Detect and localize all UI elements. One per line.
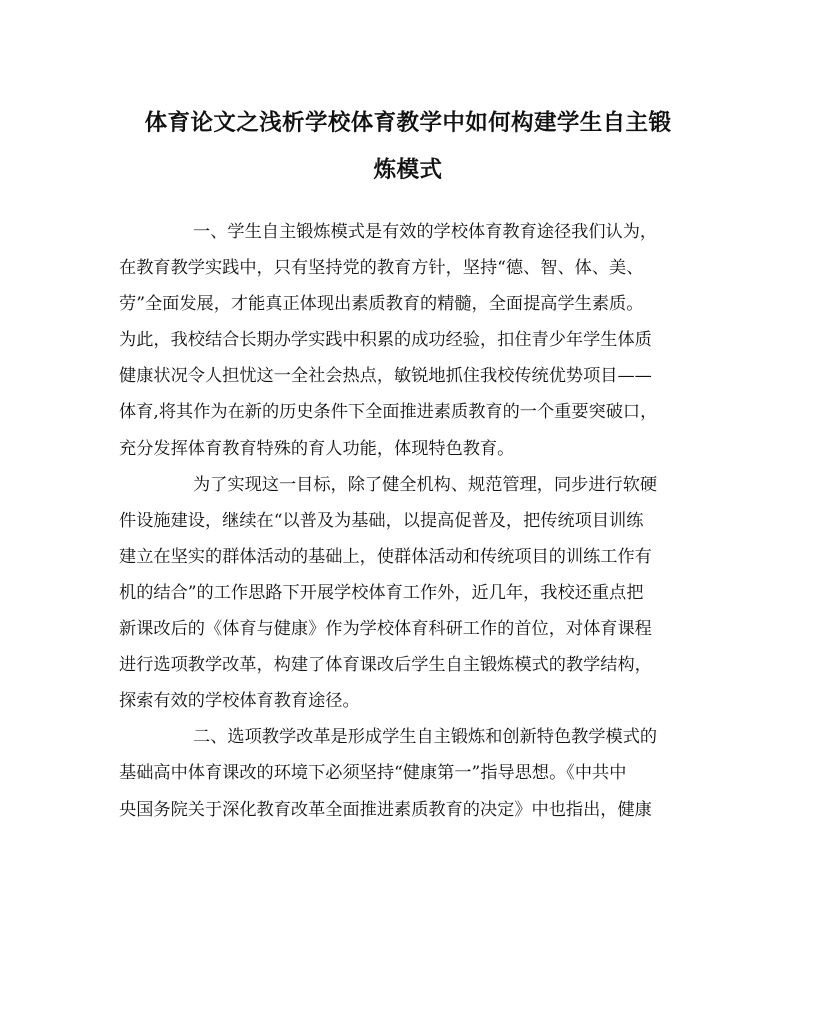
paragraph-3-line-2: 基础高中体育课改的环境下必须坚持“健康第一”指导思想。《中共中	[119, 763, 627, 784]
title-line-2: 炼模式	[373, 157, 443, 183]
paragraph-2-line-6: 进行选项教学改革，构建了体育课改后学生自主锻炼模式的教学结构，	[119, 655, 652, 676]
paragraph-3-line-3: 央国务院关于深化教育改革全面推进素质教育的决定》中也指出，健康	[119, 799, 652, 820]
paragraph-1-line-4: 为此，我校结合长期办学实践中积累的成功经验，扣住青少年学生体质	[119, 330, 652, 351]
paragraph-1-line-7: 充分发挥体育教育特殊的育人功能，体现特色教育。	[119, 438, 515, 459]
paragraph-2-line-7: 探索有效的学校体育教育途径。	[119, 691, 360, 712]
document-title	[120, 100, 696, 194]
paragraph-2-line-4: 机的结合”的工作思路下开展学校体育工作外，近几年，我校还重点把	[119, 582, 644, 603]
paragraph-1-line-2: 在教育教学实践中，只有坚持党的教育方针，坚持“德、智、体、美、	[119, 258, 644, 279]
paragraph-2-line-1: 为了实现这一目标，除了健全机构、规范管理，同步进行软硬	[193, 474, 658, 495]
title-line-1: 体育论文之浅析学校体育教学中如何构建学生自主锻	[144, 110, 672, 136]
paragraph-1-line-1: 一、学生自主锻炼模式是有效的学校体育教育途径我们认为，	[193, 222, 658, 242]
paragraph-1-line-3: 劳”全面发展，才能真正体现出素质教育的精髓，全面提高学生素质。	[119, 294, 644, 315]
paragraph-2-line-2: 件设施建设，继续在“以普及为基础，以提高促普及，把传统项目训练	[119, 510, 644, 531]
paragraph-2-line-5: 新课改后的《体育与健康》作为学校体育科研工作的首位，对体育课程	[119, 619, 652, 640]
paragraph-3-line-1: 二、选项教学改革是形成学生自主锻炼和创新特色教学模式的	[193, 727, 658, 748]
paragraph-2-line-3: 建立在坚实的群体活动的基础上，使群体活动和传统项目的训练工作有	[119, 546, 652, 567]
paragraph-1-line-5: 健康状况令人担忧这一全社会热点，敏锐地抓住我校传统优势项目——	[119, 366, 652, 387]
paragraph-1-line-6: 体育,将其作为在新的历史条件下全面推进素质教育的一个重要突破口，	[119, 402, 658, 423]
document-body	[119, 214, 697, 828]
